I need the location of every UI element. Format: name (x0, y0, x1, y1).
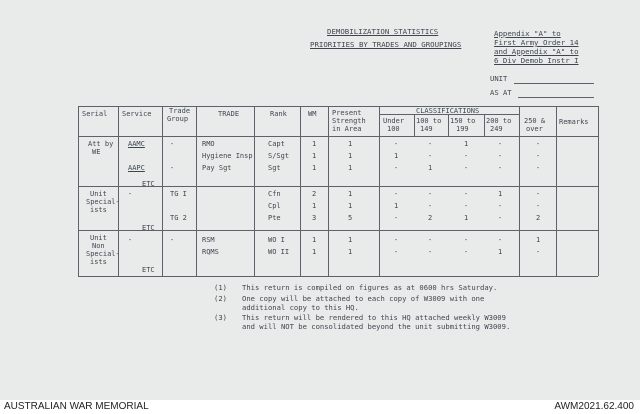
cell-u100: - (394, 190, 399, 198)
header-rank: Rank (270, 110, 287, 118)
cell-tg: TG 2 (170, 214, 187, 222)
header-remarks: Remarks (559, 118, 589, 126)
header-150-199-1: 150 to (450, 117, 476, 125)
col-line (196, 106, 197, 276)
cell-u100: 1 (394, 152, 399, 160)
note-text-line: additional copy to this HQ. (242, 303, 359, 312)
cell-c200: - (498, 214, 503, 222)
cell-u100: - (394, 140, 399, 148)
header-wm: WM (308, 110, 317, 118)
cell-trade: Hygiene Insp (202, 152, 253, 160)
note-number: (3) (214, 313, 227, 322)
cell-c250: 2 (536, 214, 541, 222)
cell-c250: - (536, 190, 541, 198)
header-service: Service (122, 110, 152, 118)
cell-c150: 1 (464, 140, 469, 148)
cell-present: 1 (348, 248, 353, 256)
cell-tg: - (170, 236, 175, 244)
cell-wm: 1 (312, 164, 317, 172)
cell-c200: - (498, 164, 503, 172)
cell-c250: - (536, 140, 541, 148)
col-line (598, 106, 599, 276)
cell-wm: 1 (312, 202, 317, 210)
cell-u100: - (394, 248, 399, 256)
cell-wm: 1 (312, 152, 317, 160)
cell-present: 1 (348, 236, 353, 244)
header-present-3: in Area (332, 125, 362, 133)
header-200-249-1: 200 to (486, 117, 512, 125)
col-line (78, 106, 79, 276)
cell-wm: 3 (312, 214, 317, 222)
col-line (414, 114, 415, 136)
header-present-2: Strength (332, 117, 366, 125)
note-number: (1) (214, 283, 227, 292)
cell-u100: - (394, 164, 399, 172)
cell-c200: 1 (498, 248, 503, 256)
serial-nonspec-3: Special- (86, 250, 120, 258)
cell-service: - (128, 236, 133, 244)
cell-wm: 2 (312, 190, 317, 198)
col-line (448, 114, 449, 136)
header-150-199-2: 199 (456, 125, 469, 133)
cell-present: 5 (348, 214, 353, 222)
cell-rank: Sgt (268, 164, 281, 172)
cell-rank: WO I (268, 236, 285, 244)
note-text-line: This return will be rendered to this HQ attached weekly W3009 (242, 313, 506, 322)
table-group-rule-2 (78, 230, 598, 231)
header-100-149-2: 149 (420, 125, 433, 133)
cell-c200: - (498, 152, 503, 160)
cell-c250: - (536, 152, 541, 160)
service-etc: ETC (142, 224, 155, 232)
classification-table (78, 106, 598, 276)
col-line (162, 106, 163, 276)
cell-c200: - (498, 140, 503, 148)
serial-nonspec-1: Unit (90, 234, 107, 242)
serial-spec-1: Unit (90, 190, 107, 198)
cell-c250: 1 (536, 236, 541, 244)
cell-c100: 2 (428, 214, 433, 222)
footer-source: AUSTRALIAN WAR MEMORIAL (4, 401, 149, 412)
cell-service: AAPC (128, 164, 145, 172)
cell-rank: Cfn (268, 190, 281, 198)
note-text-line: One copy will be attached to each copy of W3009 with one (242, 294, 485, 303)
cell-trade: RQMS (202, 248, 219, 256)
appendix-line-2: First Army Order 14 (494, 38, 579, 47)
service-etc: ETC (142, 266, 155, 274)
serial-att-1: Att by (88, 140, 114, 148)
col-line (556, 106, 557, 276)
col-line (379, 106, 380, 276)
cell-c150: - (464, 164, 469, 172)
unit-label: UNIT (490, 74, 508, 83)
cell-c100: - (428, 202, 433, 210)
cell-wm: 1 (312, 248, 317, 256)
cell-c100: 1 (428, 164, 433, 172)
header-250-over-2: over (526, 125, 543, 133)
cell-u100: - (394, 214, 399, 222)
cell-present: 1 (348, 202, 353, 210)
cell-present: 1 (348, 190, 353, 198)
cell-trade: RMO (202, 140, 215, 148)
title-line-1: DEMOBILIZATION STATISTICS (327, 27, 439, 36)
col-line (484, 114, 485, 136)
cell-trade: Pay Sgt (202, 164, 232, 172)
cell-c150: - (464, 190, 469, 198)
cell-present: 1 (348, 140, 353, 148)
table-top-rule (78, 106, 598, 107)
serial-spec-2: Special- (86, 198, 120, 206)
col-line (519, 106, 520, 276)
note-text-line: and will NOT be consolidated beyond the unit submitting W3009. (242, 322, 511, 331)
header-100-149-1: 100 to (416, 117, 442, 125)
header-present-1: Present (332, 109, 362, 117)
cell-c100: - (428, 248, 433, 256)
header-under100-1: Under (383, 117, 405, 125)
cell-c150: 1 (464, 214, 469, 222)
service-etc: ETC (142, 180, 155, 188)
header-under100-2: 100 (387, 125, 400, 133)
header-250-over-1: 250 & (524, 117, 546, 125)
cell-present: 1 (348, 164, 353, 172)
cell-u100: - (394, 236, 399, 244)
note-text-line: This return is compiled on figures as at 0600 hrs Saturday. (242, 283, 498, 292)
table-header-rule (78, 136, 598, 137)
appendix-line-3: and Appendix "A" to (494, 47, 579, 56)
cell-rank: Capt (268, 140, 285, 148)
cell-c150: - (464, 248, 469, 256)
header-trade-group-1: Trade (169, 107, 191, 115)
cell-tg: TG I (170, 190, 187, 198)
cell-tg: - (170, 140, 175, 148)
cell-u100: 1 (394, 202, 399, 210)
cell-c150: - (464, 236, 469, 244)
appendix-line-1: Appendix "A" to (494, 29, 561, 38)
cell-c200: - (498, 202, 503, 210)
col-line (254, 106, 255, 276)
cell-c200: 1 (498, 190, 503, 198)
cell-present: 1 (348, 152, 353, 160)
cell-c100: - (428, 152, 433, 160)
cell-c200: - (498, 236, 503, 244)
col-line (328, 106, 329, 276)
cell-wm: 1 (312, 236, 317, 244)
cell-c100: - (428, 236, 433, 244)
footer-accession-id: AWM2021.62.400 (554, 401, 634, 412)
cell-rank: WO II (268, 248, 290, 256)
cell-c150: - (464, 202, 469, 210)
serial-nonspec-4: ists (90, 258, 107, 266)
cell-rank: Cpl (268, 202, 281, 210)
as-at-label: AS AT (490, 88, 512, 97)
header-classifications: CLASSIFICATIONS (416, 107, 480, 115)
cell-rank: S/Sgt (268, 152, 290, 160)
table-bottom-rule (78, 276, 598, 277)
as-at-blank-line (518, 97, 594, 98)
cell-c250: - (536, 202, 541, 210)
cell-c150: - (464, 152, 469, 160)
cell-service: AAMC (128, 140, 145, 148)
table-group-rule-1 (78, 186, 598, 187)
cell-c100: - (428, 190, 433, 198)
cell-c250: - (536, 164, 541, 172)
col-line (300, 106, 301, 276)
header-serial: Serial (82, 110, 108, 118)
cell-rank: Pte (268, 214, 281, 222)
header-200-249-2: 249 (490, 125, 503, 133)
header-trade-group-2: Group (167, 115, 189, 123)
cell-c100: - (428, 140, 433, 148)
cell-trade: RSM (202, 236, 215, 244)
serial-spec-3: ists (90, 206, 107, 214)
header-trade: TRADE (218, 110, 240, 118)
title-line-2: PRIORITIES BY TRADES AND GROUPINGS (310, 40, 462, 49)
serial-att-2: WE (92, 148, 101, 156)
cell-wm: 1 (312, 140, 317, 148)
serial-nonspec-2: Non (92, 242, 105, 250)
appendix-reference (494, 29, 579, 65)
cell-tg: - (170, 164, 175, 172)
appendix-line-4: 6 Div Demob Instr I (494, 56, 579, 65)
note-number: (2) (214, 294, 227, 303)
cell-service: - (128, 190, 133, 198)
cell-c250: - (536, 248, 541, 256)
unit-blank-line (514, 83, 594, 84)
